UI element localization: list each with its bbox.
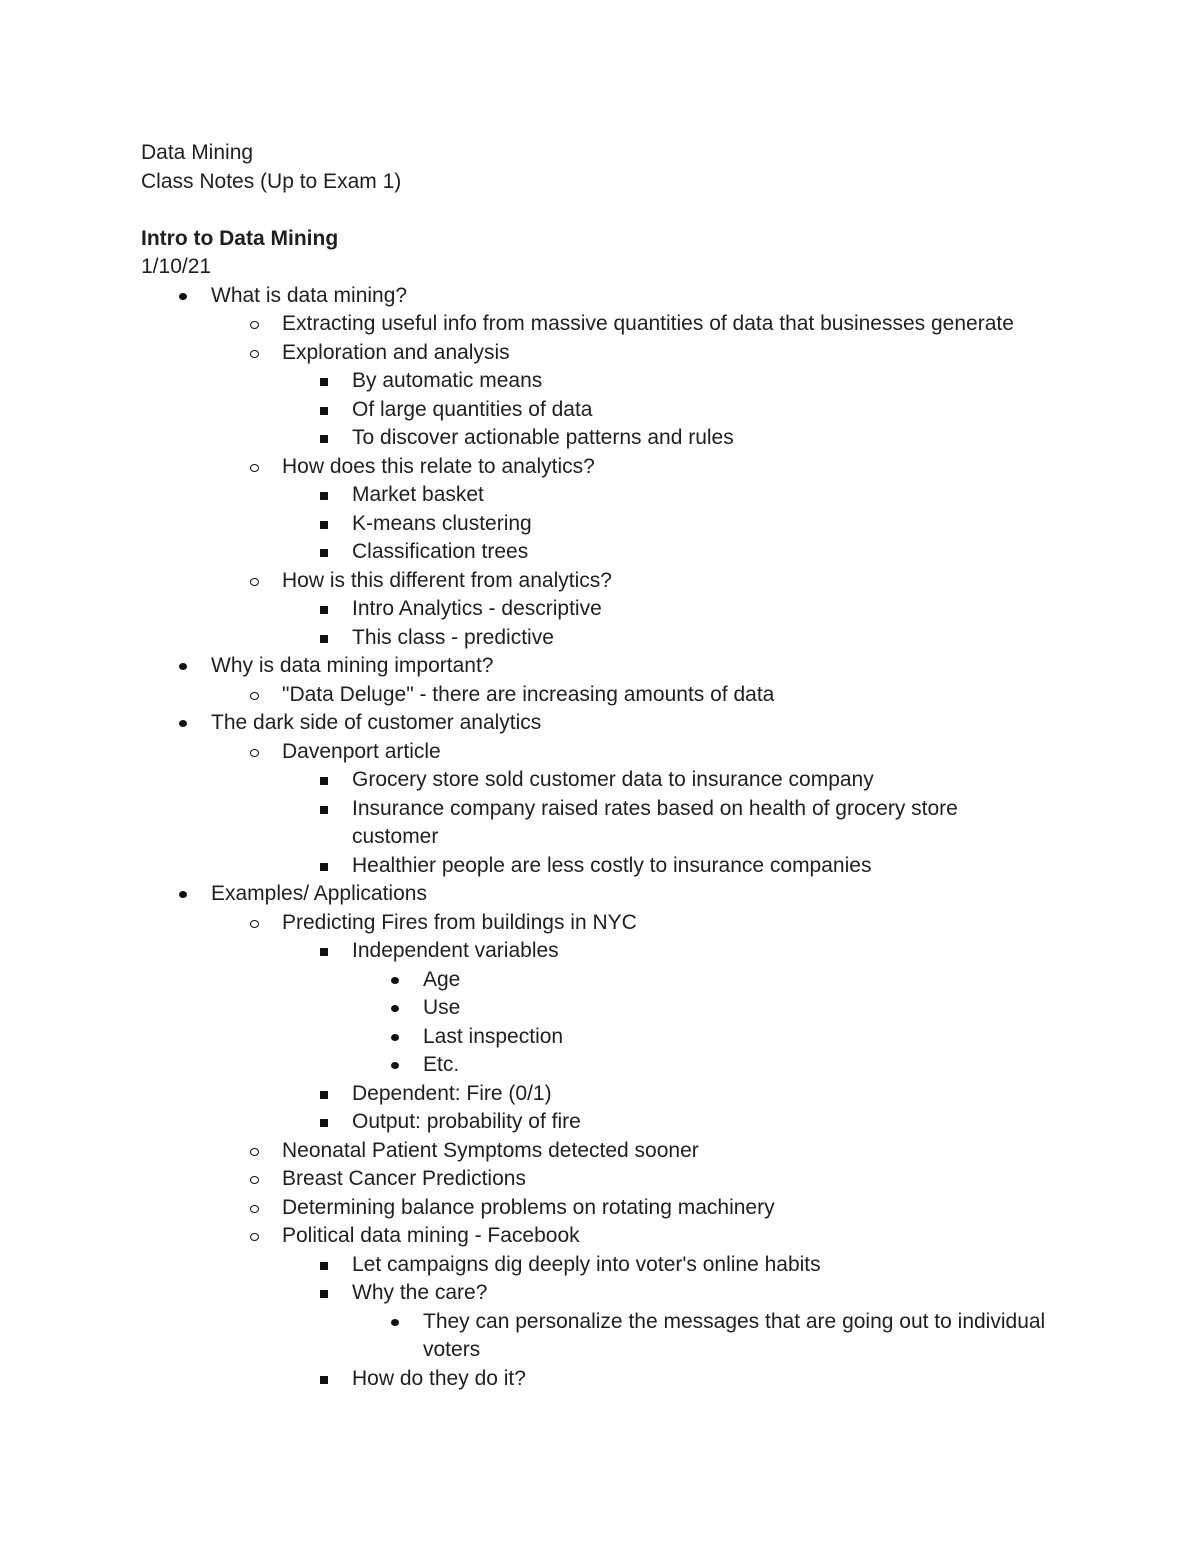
list-item: Of large quantities of data	[352, 397, 593, 421]
list-item: Classification trees	[352, 540, 529, 563]
list-item: How do they do it?	[352, 1366, 526, 1390]
list-item: Neonatal Patient Symptoms detected sooner	[282, 1138, 699, 1162]
document-page	[141, 139, 1101, 1393]
list-item: What is data mining?	[211, 283, 408, 307]
list-item: To discover actionable patterns and rules	[352, 426, 734, 449]
list-item: How does this relate to analytics?	[282, 454, 595, 478]
list-item: Use	[423, 996, 461, 1019]
list-item: Extracting useful info from massive quantities of data that businesses generate	[282, 312, 1014, 335]
list-item: Examples/ Applications	[211, 882, 427, 905]
list-item: Independent variables	[352, 939, 559, 962]
list-item: Last inspection	[423, 1024, 564, 1048]
list-item: Market basket	[352, 483, 484, 506]
list-item: How is this different from analytics?	[282, 568, 612, 592]
list-item: Why the care?	[352, 1281, 488, 1304]
list-item: Healthier people are less costly to insurance companies	[352, 853, 872, 877]
notes-list	[141, 282, 1101, 1394]
section-heading: Intro to Data Mining	[141, 226, 339, 250]
document-subtitle: Class Notes (Up to Exam 1)	[141, 169, 402, 193]
list-item: Age	[423, 967, 461, 991]
list-item: Breast Cancer Predictions	[282, 1167, 526, 1190]
document-title: Data Mining	[141, 141, 254, 164]
list-item: Predicting Fires from buildings in NYC	[282, 910, 637, 934]
blank-line	[141, 196, 1101, 225]
list-item: Dependent: Fire (0/1)	[352, 1081, 552, 1105]
section-date: 1/10/21	[141, 255, 212, 278]
list-item: Intro Analytics - descriptive	[352, 597, 602, 620]
list-item: Political data mining - Facebook	[282, 1224, 580, 1247]
list-item: Why is data mining important?	[211, 654, 494, 677]
list-item: Output: probability of fire	[352, 1110, 581, 1133]
list-item: The dark side of customer analytics	[211, 711, 542, 734]
list-item: Determining balance problems on rotating machinery	[282, 1195, 775, 1219]
list-item: "Data Deluge" - there are increasing amounts of data	[282, 682, 775, 706]
list-item: They can personalize the messages that are going out to individual voters	[423, 1309, 1046, 1361]
list-item: By automatic means	[352, 369, 543, 392]
list-item: Etc.	[423, 1053, 460, 1076]
list-item: K-means clustering	[352, 511, 532, 535]
list-item: Grocery store sold customer data to insurance company	[352, 768, 874, 791]
list-item: Insurance company raised rates based on health of grocery store customer	[352, 796, 958, 848]
list-item: This class - predictive	[352, 625, 554, 649]
list-item: Exploration and analysis	[282, 340, 510, 364]
list-item: Let campaigns dig deeply into voter's online habits	[352, 1252, 821, 1276]
list-item: Davenport article	[282, 739, 441, 763]
